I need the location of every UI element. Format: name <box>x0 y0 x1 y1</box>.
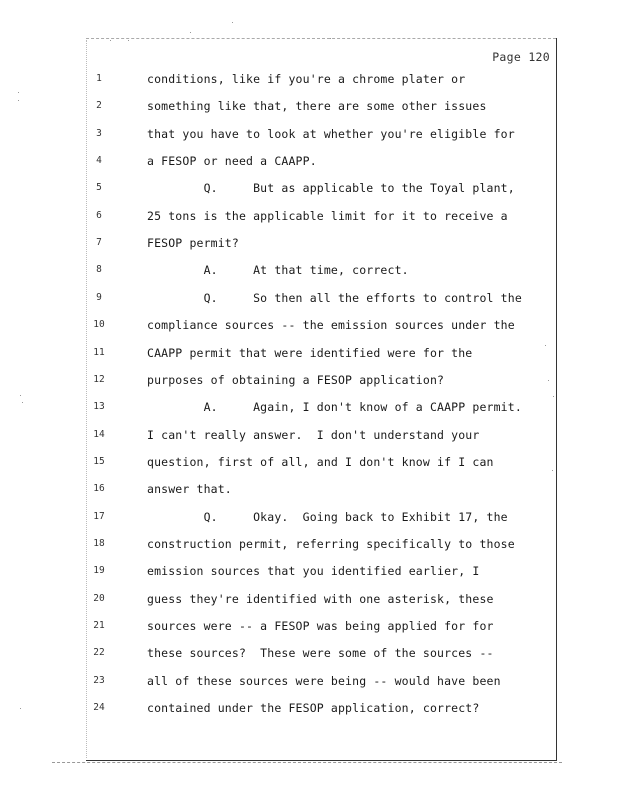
transcript-line: Q. So then all the efforts to control the <box>147 290 522 305</box>
transcript-line: that you have to look at whether you're eligible for <box>147 126 515 141</box>
transcript-line: guess they're identified with one asterisk, these <box>147 591 494 606</box>
line-number: 7 <box>96 237 102 249</box>
scan-speck <box>548 380 549 381</box>
transcript-line: 25 tons is the applicable limit for it to receive a <box>147 208 508 223</box>
scan-speck <box>22 402 23 403</box>
transcript-line: A. At that time, correct. <box>147 263 409 278</box>
transcript-line: Q. But as applicable to the Toyal plant, <box>147 181 515 196</box>
line-number: 10 <box>93 319 105 331</box>
line-number: 2 <box>96 100 102 112</box>
transcript-line: conditions, like if you're a chrome plater or <box>147 72 466 86</box>
transcript-line: answer that. <box>147 482 232 497</box>
transcript-line: something like that, there are some other issues <box>147 99 487 114</box>
line-number: 1 <box>96 73 102 84</box>
transcript-line: I can't really answer. I don't understand your <box>147 427 480 442</box>
transcript-line: question, first of all, and I don't know if I can <box>147 454 494 469</box>
line-number: 12 <box>93 373 105 385</box>
scan-speck <box>20 395 21 396</box>
line-number: 14 <box>93 428 105 440</box>
transcript-line: sources were -- a FESOP was being applied for for <box>147 619 494 633</box>
scan-speck <box>232 22 233 23</box>
scan-speck <box>20 708 21 709</box>
transcript-line: Q. Okay. Going back to Exhibit 17, the <box>147 509 508 524</box>
page-number: Page 120 <box>492 50 550 64</box>
transcript-line: all of these sources were being -- would have been <box>147 673 501 688</box>
line-number: 21 <box>93 620 105 631</box>
transcript-line: emission sources that you identified earlier, I <box>147 564 480 579</box>
line-number: 20 <box>93 592 105 604</box>
transcript-line: these sources? These were some of the sources -- <box>147 646 494 661</box>
transcript-line: a FESOP or need a CAAPP. <box>147 154 317 169</box>
line-number: 13 <box>93 401 105 413</box>
line-number: 19 <box>93 565 105 577</box>
line-number: 9 <box>96 291 102 303</box>
transcript-line: compliance sources -- the emission sources under the <box>147 318 515 333</box>
line-number: 8 <box>96 264 102 276</box>
scan-speck <box>330 38 331 39</box>
transcript-line: contained under the FESOP application, correct? <box>147 701 480 716</box>
line-number: 15 <box>93 455 105 467</box>
line-number: 23 <box>93 674 105 686</box>
line-number: 17 <box>93 510 105 522</box>
scan-speck <box>545 345 546 346</box>
scan-speck <box>553 396 554 397</box>
scan-speck <box>190 32 191 33</box>
transcript-line: construction permit, referring specifically to those <box>147 536 515 551</box>
line-number: 4 <box>96 155 102 167</box>
transcript-line: FESOP permit? <box>147 236 239 251</box>
line-number: 22 <box>93 647 105 659</box>
scan-speck <box>552 470 553 471</box>
line-number: 5 <box>96 182 102 194</box>
line-number: 18 <box>93 537 105 549</box>
page-bottom-rule <box>52 762 562 763</box>
line-number: 24 <box>93 702 105 714</box>
scan-speck <box>110 40 111 41</box>
line-number: 11 <box>93 346 105 358</box>
line-number: 6 <box>96 209 102 221</box>
scan-speck <box>18 100 19 101</box>
line-number: 16 <box>93 483 105 495</box>
line-number: 3 <box>96 127 102 139</box>
scan-speck <box>128 40 129 41</box>
transcript-line: purposes of obtaining a FESOP application? <box>147 372 445 387</box>
scan-speck <box>18 92 19 93</box>
transcript-line: A. Again, I don't know of a CAAPP permit. <box>147 400 522 415</box>
transcript-line: CAAPP permit that were identified were for the <box>147 345 473 360</box>
